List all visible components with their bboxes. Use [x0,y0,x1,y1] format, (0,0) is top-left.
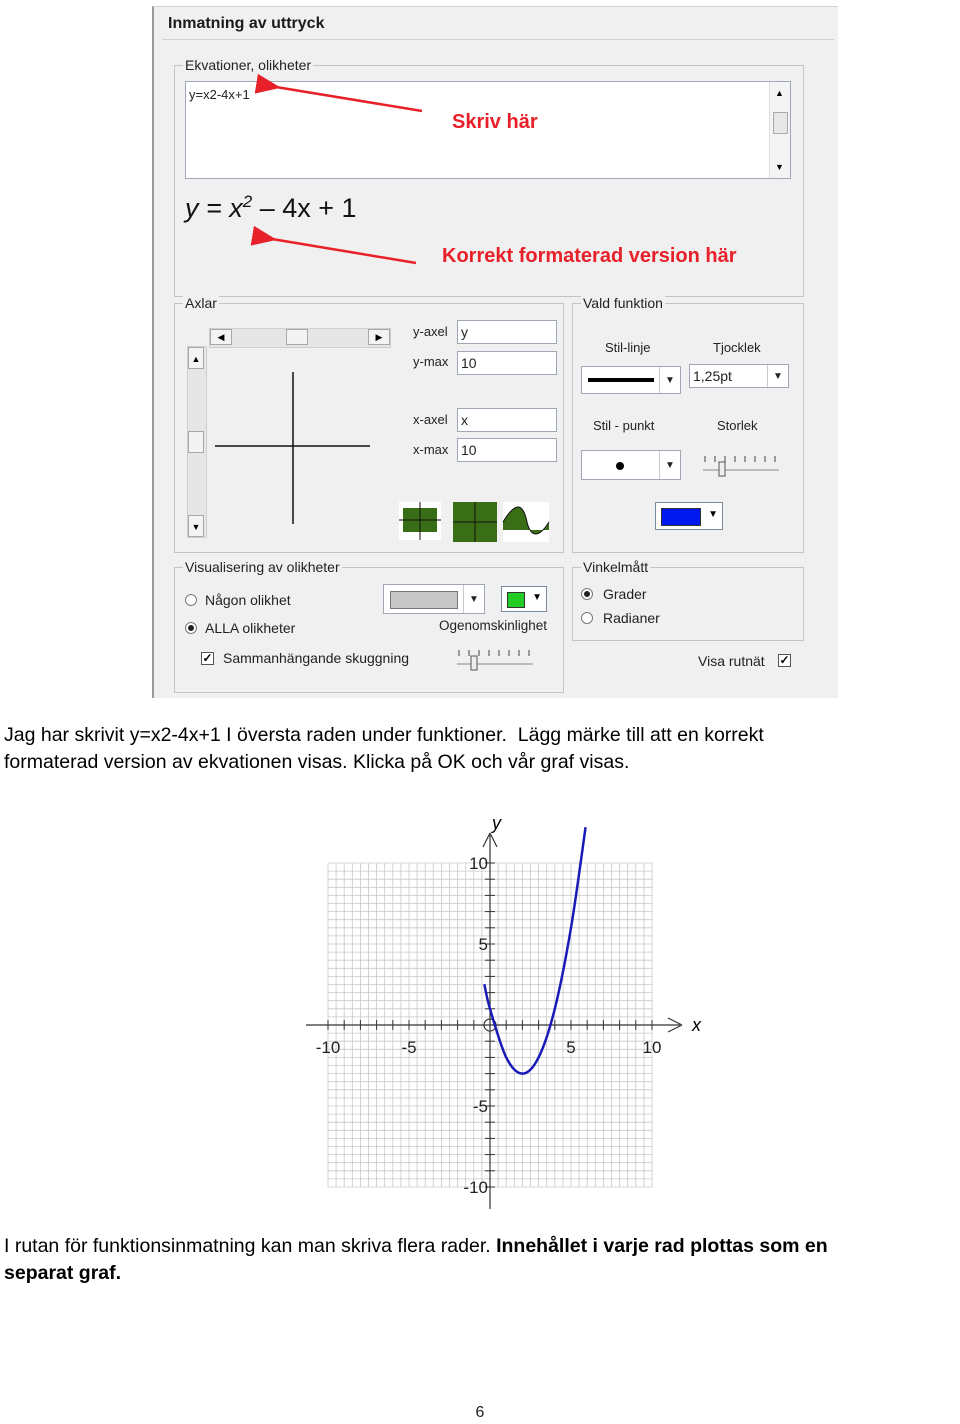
fill-color-swatch [507,592,525,608]
formatted-lhs: y = x [185,193,243,223]
dialog-screenshot [152,6,838,698]
fill-style-swatch [390,591,458,609]
point-style-combo[interactable] [581,450,681,480]
function-group-caption: Vald funktion [583,295,663,311]
radio-radians[interactable] [581,612,593,624]
thickness-label: Tjocklek [713,340,761,355]
x-tick-label: -10 [315,1038,341,1057]
xaxis-label: x-axel [413,412,448,427]
dialog-title: Inmatning av uttryck [168,15,325,32]
chevron-down-icon[interactable]: ▼ [767,365,788,387]
axes-group-caption: Axlar [185,295,217,311]
slider-thumb[interactable] [286,329,308,345]
xmax-value[interactable]: 10 [461,442,477,458]
x-tick-label: 10 [642,1038,662,1057]
scroll-down-icon[interactable]: ▼ [775,162,784,172]
ymax-value[interactable]: 10 [461,355,477,371]
grid-option-icons[interactable] [397,498,557,542]
y-tick-label: -10 [463,1178,488,1197]
arrow-to-input [276,87,422,111]
radio-degrees-label: Grader [603,586,647,602]
page-number: 6 [475,1404,485,1421]
note-write-here: Skriv här [452,111,538,133]
function-color-button[interactable] [655,502,723,530]
radio-degrees[interactable] [581,588,593,600]
paragraph-2-plain: I rutan för funktionsinmatning kan man skriva flera rader. [4,1235,497,1257]
axes-preview-icon [215,364,375,529]
show-grid-label: Visa rutnät [698,653,765,669]
x-rotation-slider[interactable] [209,328,391,348]
thickness-combo[interactable] [689,364,789,388]
function-color-swatch [661,508,701,526]
paragraph-2 [4,1233,960,1287]
ymax-label: y-max [413,354,449,369]
x-axis-label: x [692,1015,701,1035]
inequality-group-caption: Visualisering av olikheter [185,559,340,575]
fill-style-combo[interactable] [383,584,485,614]
paragraph-2-bold-2: separat graf. [4,1262,122,1284]
thickness-value[interactable]: 1,25pt [693,368,732,384]
slider-up-icon[interactable]: ▲ [188,347,204,369]
slider-right-icon[interactable]: ▶ [368,329,390,345]
angle-group [572,559,804,641]
fill-color-button[interactable] [501,586,547,612]
slider-down-icon[interactable]: ▼ [188,515,204,537]
yaxis-value[interactable]: y [461,324,468,340]
point-size-slider[interactable] [699,450,785,480]
paragraph-2-line-2 [4,1260,960,1287]
line-style-combo[interactable] [581,366,681,394]
formatted-rhs: – 4x + 1 [252,193,357,223]
y-tick-label: 10 [469,854,488,873]
show-grid-checkbox[interactable]: ✓ [779,653,790,667]
size-label: Storlek [717,418,758,433]
ymax-input[interactable] [457,351,557,375]
chevron-down-icon[interactable]: ▼ [463,585,484,613]
shading-checkbox-label: Sammanhängande skuggning [223,650,410,666]
chevron-down-icon[interactable]: ▼ [659,451,680,479]
y-tick-label: 5 [478,935,488,954]
shading-checkbox[interactable]: ✓ [202,651,213,665]
y-rotation-slider[interactable] [187,346,207,538]
inequality-group [174,559,564,693]
xmax-input[interactable] [457,438,557,462]
x-tick-label: 5 [566,1038,576,1057]
radio-some-inequality[interactable] [185,594,197,606]
xmax-label: x-max [413,442,449,457]
yaxis-input[interactable] [457,320,557,344]
parabola-curve [484,827,585,1073]
opacity-label: Ogenomskinlighet [439,618,548,633]
radio-radians-label: Radianer [603,610,660,626]
equation-input-text[interactable]: y=x2-4x+1 [189,87,250,102]
paragraph-1-line-1: Jag har skrivit y=x2-4x+1 I översta raden under funktioner. Lägg märke till att en korrekt [4,724,764,746]
line-style-label: Stil-linje [605,340,651,355]
paragraph-2-bold-1: Innehållet i varje rad plottas som en [496,1235,828,1257]
chevron-down-icon[interactable]: ▼ [532,592,542,603]
xaxis-value[interactable]: x [461,412,468,428]
chevron-down-icon[interactable]: ▼ [708,509,718,520]
y-tick-label: -5 [472,1097,488,1116]
chevron-down-icon[interactable]: ▼ [659,367,680,393]
point-style-label: Stil - punkt [593,418,655,433]
line-style-sample [588,378,654,382]
angle-group-caption: Vinkelmått [583,559,649,575]
formatted-exponent: 2 [242,192,253,211]
y-axis-label: y [492,813,501,833]
scroll-up-icon[interactable]: ▲ [775,88,784,98]
equations-group-caption: Ekvationer, olikheter [185,57,312,73]
point-sample-icon [616,462,624,470]
opacity-slider[interactable] [453,642,539,672]
arrow-to-formatted [272,239,416,263]
paragraph-1 [4,722,960,776]
radio-all-label: ALLA olikheter [205,620,296,636]
yaxis-label: y-axel [413,324,448,339]
radio-some-label: Någon olikhet [205,592,291,608]
x-tick-label: -5 [401,1038,417,1057]
function-group [572,295,804,553]
note-formatted-here: Korrekt formaterad version här [442,245,737,267]
xaxis-input[interactable] [457,408,557,432]
paragraph-1-line-2: formaterad version av ekvationen visas. Klicka på OK och vår graf visas. [4,751,630,773]
slider-left-icon[interactable]: ◀ [210,329,232,345]
slider-v-thumb[interactable] [188,431,204,453]
axes-group [174,295,564,553]
parabola-graph [300,806,700,1216]
radio-all-inequalities[interactable] [185,622,197,634]
paragraph-2-line-1 [4,1233,960,1260]
